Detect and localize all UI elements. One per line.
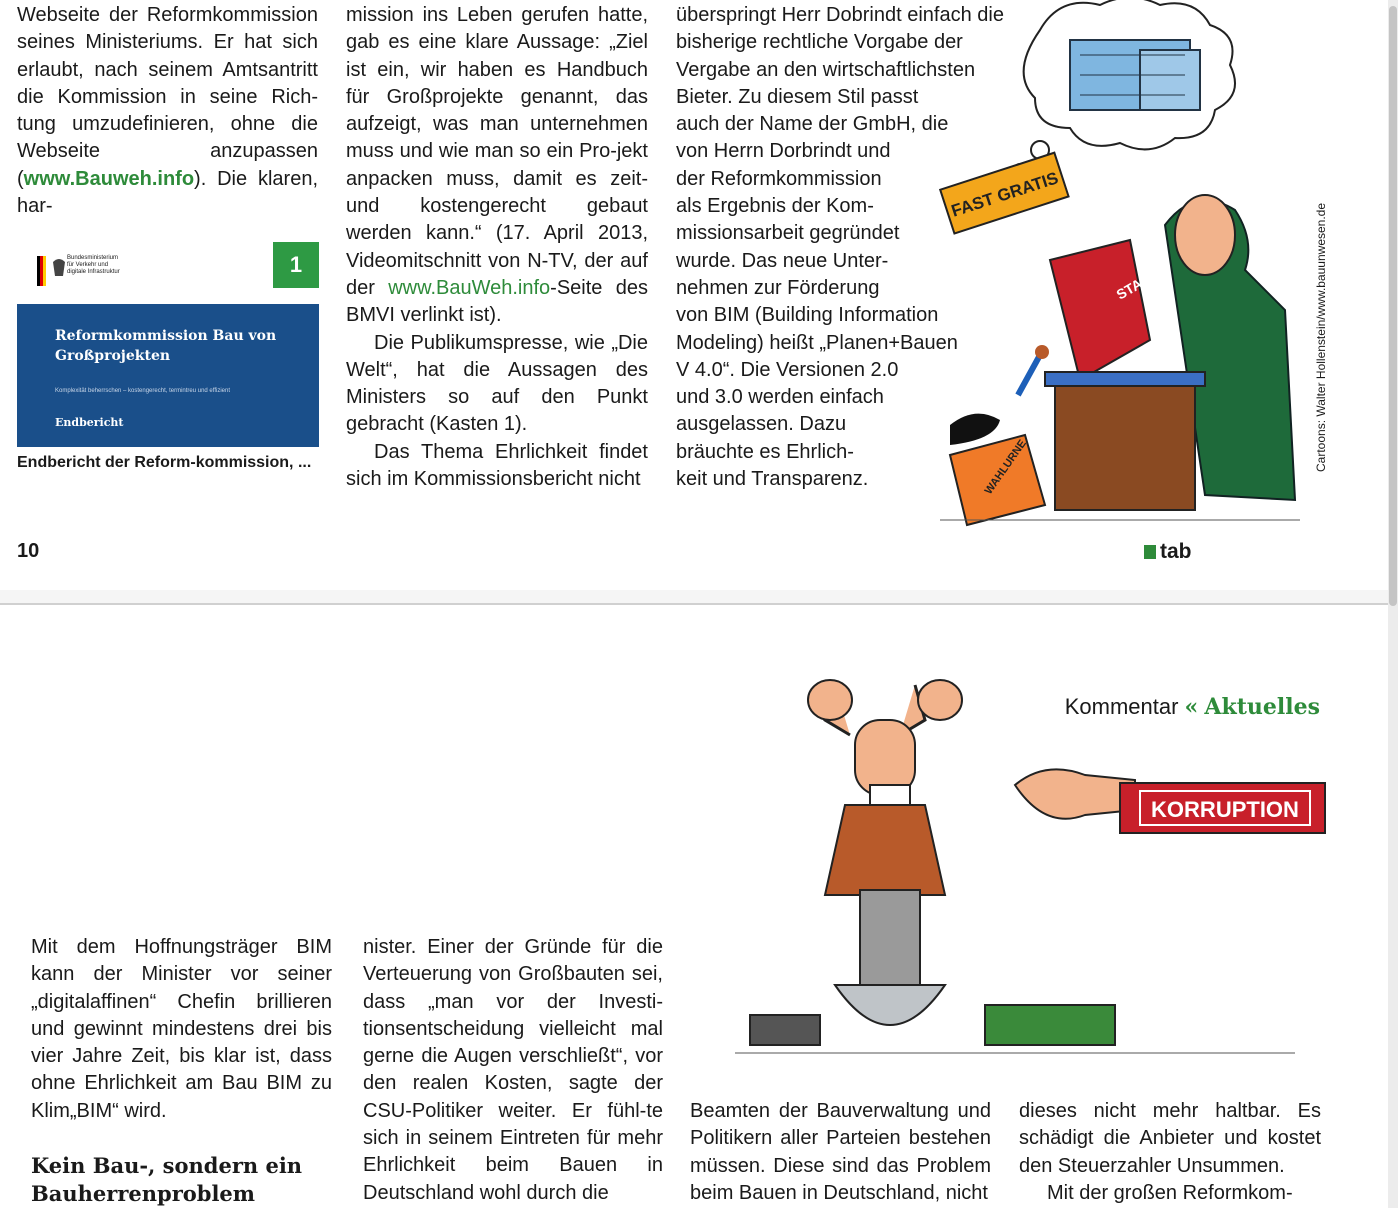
col3-line: der Reformkommission — [676, 167, 882, 190]
report-subtitle: Komplexität beherrschen – kostengerecht, termintreu und effizient — [55, 388, 230, 394]
bauweh-link-2[interactable]: www.BauWeh.info — [388, 276, 551, 299]
ministry-line: für Verkehr und — [67, 262, 109, 268]
page2-column-4 — [1019, 1098, 1321, 1207]
col3-line: und 3.0 werden einfach — [676, 386, 884, 409]
page2-column-2 — [363, 934, 663, 1207]
ministry-line: Bundesministerium — [67, 255, 119, 261]
col3-line: wurde. Das neue Unter- — [676, 249, 889, 272]
col3-line: missionsarbeit gegründet — [676, 222, 900, 245]
report-label: Endbericht — [55, 416, 124, 429]
page-10 — [0, 0, 1388, 590]
col3-line: auch der Name der GmbH, die — [676, 113, 949, 136]
scrollbar-thumb[interactable] — [1389, 6, 1397, 606]
page1-col2-paragraph: Das Thema Ehrlichkeit findet sich im Kommissionsbericht nicht — [346, 440, 648, 491]
ballot-box-text: WAHLURNE — [982, 437, 1029, 497]
logo-mark-icon — [1144, 545, 1156, 559]
ministry-line: digitale Infrastruktur — [67, 269, 120, 275]
fast-gratis-tag — [940, 153, 1068, 234]
scrollbar[interactable] — [1388, 0, 1398, 1208]
col3-line: von Herrn Dorbrindt und — [676, 140, 891, 163]
col3-line: nehmen zur Förderung — [676, 276, 880, 299]
page1-col2-paragraph: Die Publikumspresse, wie „Die Welt“, hat die Aussagen des Ministers so auf den Punkt gebracht (Kasten 1). — [346, 331, 648, 436]
col3-line: als Ergebnis der Kom- — [676, 195, 874, 218]
tab-logo: tab — [1144, 540, 1192, 564]
col3-line: von BIM (Building Information — [676, 304, 939, 327]
page2-col1-paragraph: Mit dem Hoffnungsträger BIM kann der Minister vor seiner „digitalaffinen“ Chefin brillieren und gewinnt mindestens drei bis vier Jahre Zeit, bis klar ist, dass ohne Ehrlichkeit am Bau BIM zu Klim„BIM“ wird. — [31, 936, 332, 1122]
page1-col2-paragraph: mission ins Leben gerufen hatte, gab es eine klare Aussage: „Ziel ist ein, wir haben es Handbuch für Großprojekte genannt, das aufzeigt, was man unternehmen muss und wie man so ein Pro-jekt anpacken muss, damit es zeit- und kostengerecht gebaut werden kann.“ (17. April 2013, Videomitschnitt von N-TV, der auf der www.BauWeh.info-Seite des BMVI verlinkt ist). — [346, 4, 648, 327]
col3-line: keit und Transparenz. — [676, 468, 869, 491]
figure-number-badge: 1 — [273, 242, 319, 288]
tag-text: FAST GRATIS — [949, 168, 1061, 221]
section-arrow-icon: « — [1184, 694, 1199, 720]
page2-column-3 — [690, 1098, 991, 1207]
section-label: Kommentar — [1064, 694, 1179, 719]
col3-line: bräuchte es Ehrlich- — [676, 440, 854, 463]
page2-col4-paragraph: dieses nicht mehr haltbar. Es schädigt die Anbieter und kostet den Steuerzahler Unsummen. — [1019, 1100, 1321, 1177]
report-title: Reformkommission Bau von Großprojekten — [55, 328, 277, 364]
cartoon-corruption-finger — [715, 675, 1335, 1085]
col3-line: überspringt Herr Dobrindt einfach die — [676, 4, 1004, 26]
col3-line: Vergabe an den wirtschaftlichsten — [676, 58, 976, 81]
cartoon-credit: Cartoons: Walter Hollenstein/www.bauunwesen.de — [1314, 202, 1328, 472]
section-heading: Kein Bau-, sondern ein Bauherrenproblem — [31, 1153, 303, 1207]
report-cover-figure — [17, 242, 319, 447]
page2-col4-paragraph: Mit der großen Reformkom- — [1047, 1181, 1293, 1204]
page1-col1-paragraph: Webseite der Reformkommission seines Ministeriums. Er hat sich erlaubt, nach seinem Amtsantritt die Kommission in seine Rich-tung umzudefinieren, ohne die Webseite anzupassen (www.Bauweh.info). Die klaren, har- — [17, 4, 318, 218]
page2-column-1 — [31, 934, 332, 1208]
cartoon-minister-ballot-box — [930, 0, 1310, 535]
page-11 — [0, 605, 1388, 1208]
col3-line: ausgelassen. Dazu — [676, 413, 847, 436]
page-number: 10 — [17, 540, 40, 562]
corruption-sign-text: KORRUPTION — [1151, 797, 1299, 822]
report-cover-header — [17, 242, 319, 304]
section-name: Aktuelles — [1204, 694, 1320, 720]
page1-column-1 — [17, 2, 318, 220]
col3-line: Bieter. Zu diesem Stil passt — [676, 85, 919, 108]
page2-col3-paragraph: Beamten der Bauverwaltung und Politikern aller Parteien bestehen müssen. Diese sind das Problem beim Bauen in Deutschland, nicht — [690, 1100, 991, 1204]
col3-line: Modeling) heißt „Planen+Bauen — [676, 331, 958, 354]
barrel-text: STAATS — [1113, 261, 1169, 303]
bauweh-link[interactable]: www.Bauweh.info — [23, 167, 195, 190]
page2-col2-paragraph: nister. Einer der Gründe für die Verteuerung von Großbauten sei, dass „man vor der Investi-tionsentscheidung vielleicht mal gerne die Augen verschließt“, vor den realen Kosten, sagte der CSU-Politiker weiter. Er fühl-te sich in seinem Eintreten für mehr Ehrlichkeit beim Bauen in Deutschland wohl durch die — [363, 936, 663, 1204]
col3-line: bisherige rechtliche Vorgabe der — [676, 31, 963, 54]
figure-caption: Endbericht der Reform-kommission, ... — [17, 454, 312, 471]
page1-column-2 — [346, 2, 648, 493]
col3-line: V 4.0“. Die Versionen 2.0 — [676, 358, 899, 381]
